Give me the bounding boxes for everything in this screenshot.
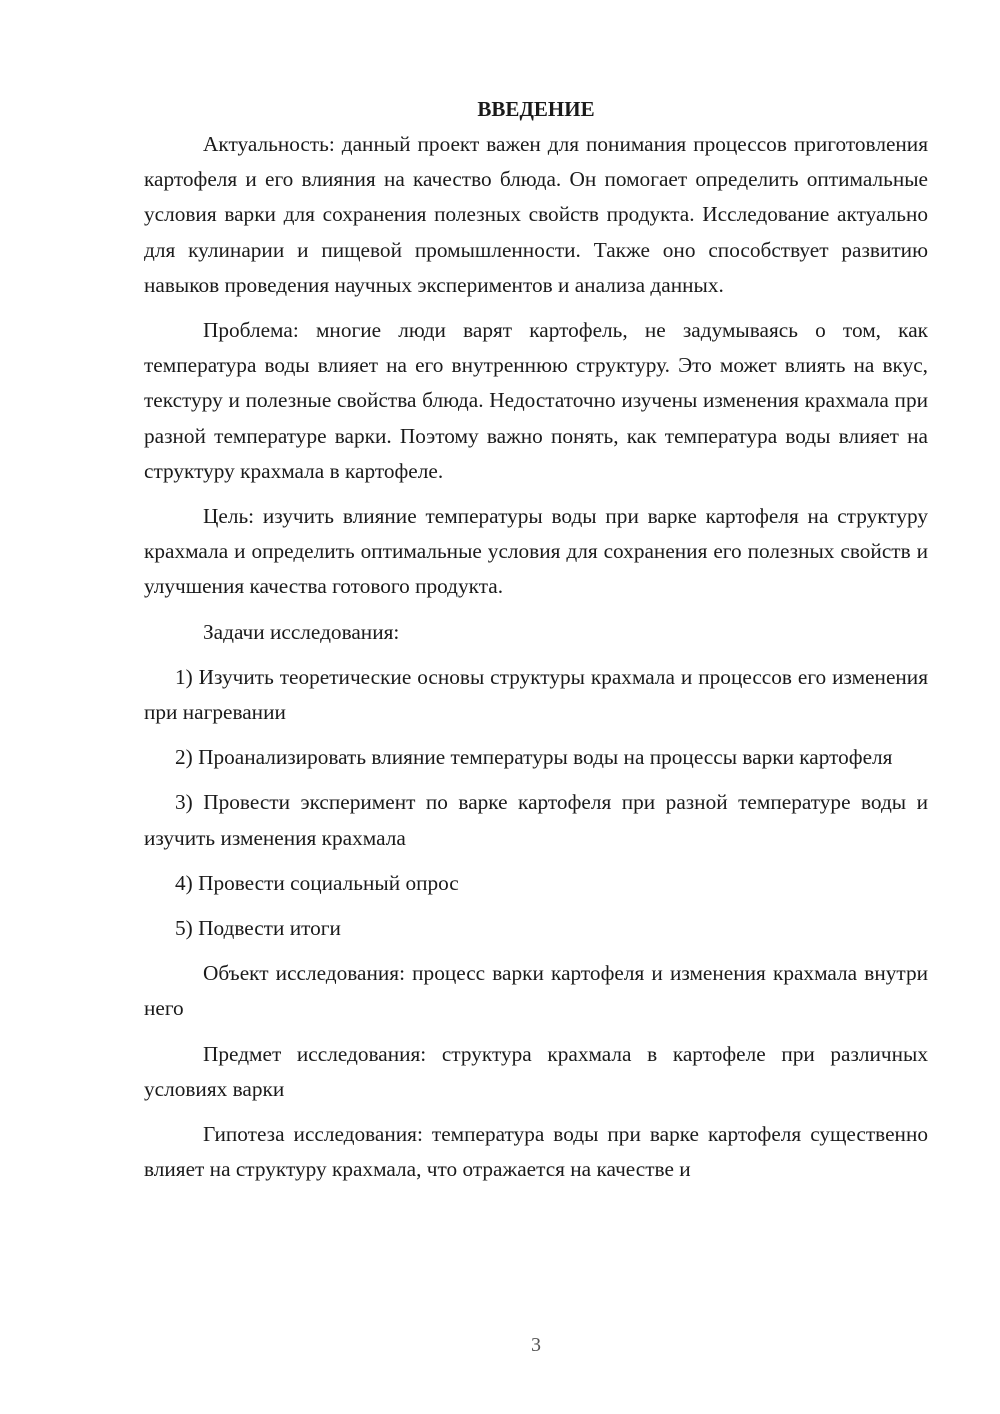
document-page (144, 92, 928, 1197)
task-item-1: 1) Изучить теоретические основы структуры крахмала и процессов его изменения при нагревании (144, 664, 928, 725)
section-heading: ВВЕДЕНИЕ (477, 97, 595, 121)
paragraph-hypothesis: Гипотеза исследования: температура воды при варке картофеля существенно влияет на структуру крахмала, что отражается на качестве и (144, 1122, 928, 1182)
page-number: 3 (531, 1334, 541, 1356)
task-item-5: 5) Подвести итоги (175, 916, 341, 941)
task-item-3: 3) Провести эксперимент по варке картофеля при разной температуре воды и изучить изменения крахмала (144, 790, 928, 850)
paragraph-object: Объект исследования: процесс варки картофеля и изменения крахмала внутри него (144, 961, 928, 1021)
paragraph-goal: Цель: изучить влияние температуры воды при варке картофеля на структуру крахмала и определить оптимальные условия для сохранения его полезных свойств и улучшения качества готового продукта. (144, 504, 928, 599)
task-item-2: 2) Проанализировать влияние температуры воды на процессы варки картофеля (175, 745, 893, 770)
paragraph-problem: Проблема: многие люди варят картофель, не задумываясь о том, как температура воды влияет на его внутреннюю структуру. Это может влиять на вкус, текстуру и полезные свойства блюда. Недостаточно изучены изменения крахмала при разной температуре варки. Поэтому важно понять, как температура воды влияет на структуру крахмала в картофеле. (144, 318, 928, 483)
paragraph-tasks-intro: Задачи исследования: (203, 619, 400, 644)
paragraph-subject: Предмет исследования: структура крахмала в картофеле при различных условиях варки (144, 1041, 928, 1101)
paragraph-relevance: Актуальность: данный проект важен для понимания процессов приготовления картофеля и его влияния на качество блюда. Он помогает определить оптимальные условия варки для сохранения полезных свойств продукта. Исследование актуально для кулинарии и пищевой промышленности. Также оно способствует развитию навыков проведения научных экспериментов и анализа данных. (144, 132, 928, 297)
task-item-4: 4) Провести социальный опрос (175, 870, 459, 895)
